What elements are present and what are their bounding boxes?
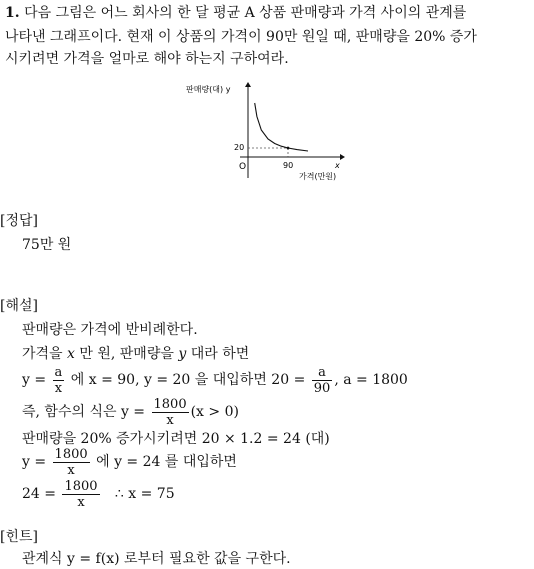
explanation-line-2: [22, 345, 249, 363]
explanation-line-3: [22, 364, 408, 396]
expl-l3-tail: , a = 1800: [334, 372, 408, 388]
expl-l2-y: y: [178, 346, 187, 362]
explanation-line-1: 판매량은 가격에 반비례한다.: [22, 322, 198, 338]
answer-text: 75만 원: [22, 237, 72, 253]
expl-l7-tail: ∴ x = 75: [114, 486, 175, 502]
expl-l2-a: 가격을: [22, 346, 68, 362]
question-line-2: 나타낸 그래프이다. 현재 이 상품의 가격이 90만 원일 때, 판매량을 20% 증가: [5, 29, 477, 45]
frac-den: x: [166, 412, 174, 428]
frac-num: 1800: [54, 446, 88, 462]
frac-num: a: [312, 365, 333, 381]
x-var-label: x: [335, 161, 340, 170]
fraction-1800-over-x: [62, 479, 99, 510]
frac-num: 1800: [64, 478, 98, 494]
fraction-a-over-x: [53, 365, 65, 396]
frac-den: 90: [313, 380, 331, 396]
question-number: 1.: [5, 5, 20, 21]
expl-l2-c: 대라 하면: [186, 346, 250, 362]
frac-num: a: [54, 364, 63, 380]
expl-l7-lhs: 24 =: [22, 486, 56, 502]
y-axis-label: 판매량(대) y: [186, 85, 231, 94]
explanation-line-7: [22, 478, 175, 510]
x-tick-label-90: 90: [283, 161, 294, 170]
frac-num: 1800: [153, 396, 187, 412]
fraction-1800-over-x: [152, 397, 189, 428]
answer-header: [정답]: [0, 213, 38, 229]
frac-den: x: [67, 462, 75, 478]
explanation-line-5: 판매량을 20% 증가시키려면 20 × 1.2 = 24 (대): [22, 431, 330, 447]
graph: [185, 80, 355, 185]
expl-l3-mid: 에 x = 90, y = 20 을 대입하면 20 =: [70, 372, 306, 388]
fraction-1800-over-x: [53, 447, 90, 478]
question-line-1: [5, 4, 466, 22]
expl-l4-a: 즉, 함수의 식은 y =: [22, 404, 146, 420]
explanation-header: [해설]: [0, 298, 38, 314]
hint-header: [힌트]: [0, 529, 38, 545]
inverse-curve: [255, 103, 308, 151]
hint-text: 관계식 y = f(x) 로부터 필요한 값을 구한다.: [22, 551, 291, 567]
expl-l2-x: x: [67, 346, 75, 362]
x-axis-arrow: [340, 154, 345, 160]
frac-den: x: [54, 380, 63, 396]
question-text-1: 다음 그림은 어느 회사의 한 달 평균 A 상품 판매량과 가격 사이의 관계를: [24, 5, 467, 21]
y-axis-arrow: [245, 82, 251, 87]
origin-label: O: [239, 162, 247, 172]
fraction-a-over-90: [312, 365, 333, 396]
x-axis-label: 가격(만원): [299, 172, 337, 181]
y-tick-label-20: 20: [234, 143, 245, 152]
expl-l4-b: (x > 0): [190, 404, 239, 420]
marked-point: [287, 147, 290, 150]
explanation-line-4: [22, 396, 239, 428]
expl-l2-b: 만 원, 판매량을: [74, 346, 179, 362]
expl-l6-lhs: y =: [22, 454, 47, 470]
expl-l6-tail: 에 y = 24 를 대입하면: [91, 454, 237, 470]
frac-den: x: [77, 494, 85, 510]
question-line-3: 시키려면 가격을 얼마로 해야 하는지 구하여라.: [5, 51, 289, 67]
expl-l3-lhs: y =: [22, 372, 47, 388]
explanation-line-6: [22, 446, 237, 478]
